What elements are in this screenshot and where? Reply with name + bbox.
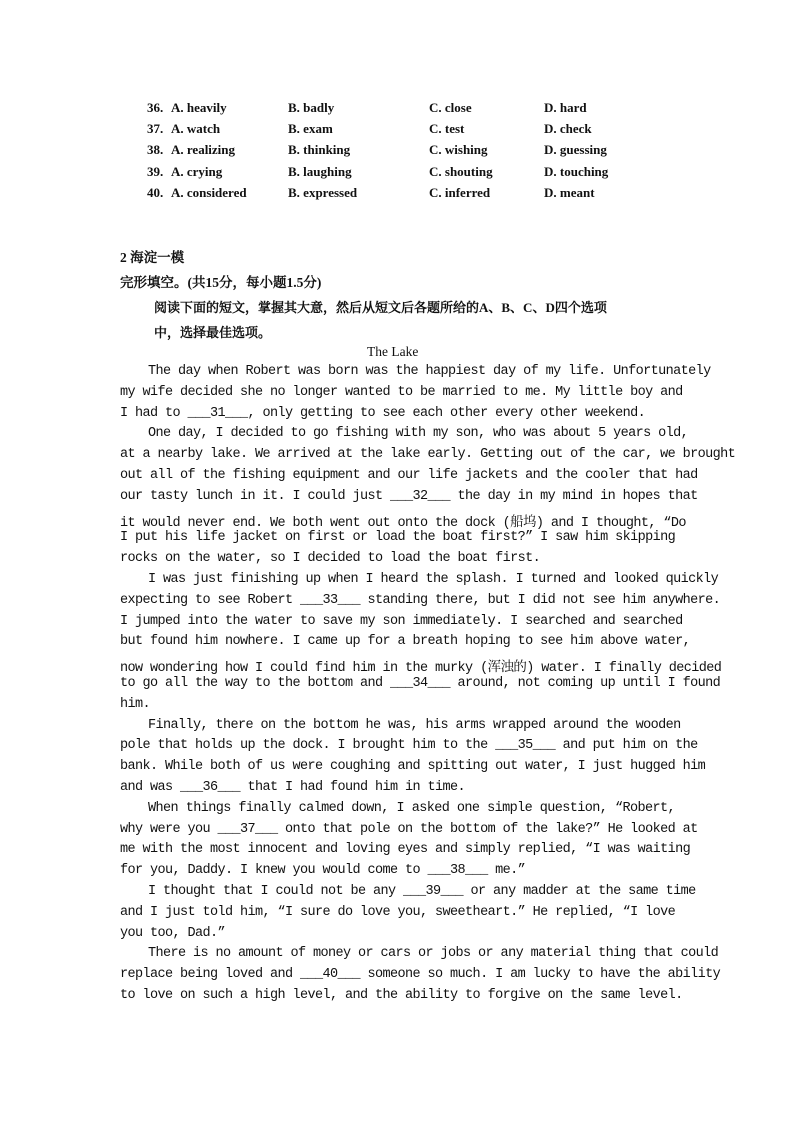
passage-line: Finally, there on the bottom he was, his arms wrapped around the wooden xyxy=(148,717,681,733)
passage-line: our tasty lunch in it. I could just ___32___ the day in my mind in hopes that xyxy=(120,488,698,504)
option-d: D. check xyxy=(544,121,592,137)
passage-line: I had to ___31___, only getting to see each other every other weekend. xyxy=(120,405,646,421)
passage-line: now wondering how I could find him in the murky (浑浊的) water. I finally decided xyxy=(120,661,722,677)
passage-line: There is no amount of money or cars or jobs or any material thing that could xyxy=(148,946,719,962)
passage-line: expecting to see Robert ___33___ standing there, but I did not see him anywhere. xyxy=(120,592,721,608)
passage-line: him. xyxy=(120,696,151,712)
passage-line: I jumped into the water to save my son immediately. I searched and searched xyxy=(120,613,683,629)
option-b: B. laughing xyxy=(288,163,352,179)
passage-line: bank. While both of us were coughing and spitting out water, I just hugged him xyxy=(120,759,706,775)
passage-line: but found him nowhere. I came up for a breath hoping to see him above water, xyxy=(120,634,691,650)
question-number: 36. xyxy=(147,100,164,115)
passage-line: at a nearby lake. We arrived at the lake early. Getting out of the car, we brought xyxy=(120,447,736,463)
instruction-line-1: 阅读下面的短文，掌握其大意，然后从短文后各题所给的A、B、C、D四个选项 xyxy=(154,300,607,315)
option-c: C. close xyxy=(429,100,472,115)
question-number: 39. xyxy=(147,163,164,179)
passage-line: you too, Dad.” xyxy=(120,925,226,941)
option-a: A. heavily xyxy=(171,100,227,115)
option-d: D. meant xyxy=(544,184,595,200)
passage-line: One day, I decided to go fishing with my son, who was about 5 years old, xyxy=(148,426,689,442)
option-d: D. hard xyxy=(544,100,587,115)
option-a: A. considered xyxy=(171,184,247,200)
passage-line: I put his life jacket on first or load the boat first?” I saw him skipping xyxy=(120,530,676,546)
option-a: A. crying xyxy=(171,163,223,179)
passage-line: The day when Robert was born was the happiest day of my life. Unfortunately xyxy=(148,364,711,379)
passage-line: I was just finishing up when I heard the splash. I turned and looked quickly xyxy=(148,572,719,587)
option-c: C. test xyxy=(429,121,465,137)
passage-line: for you, Daddy. I knew you would come to ___38___ me.” xyxy=(120,863,526,879)
option-d: D. touching xyxy=(544,163,609,179)
passage-line: I thought that I could not be any ___39___ or any madder at the same time xyxy=(148,884,696,899)
passage-line: and I just told him, “I sure do love you, sweetheart.” He replied, “I love xyxy=(120,904,676,920)
passage-title: The Lake xyxy=(367,344,419,359)
passage-line: replace being loved and ___40___ someone so much. I am lucky to have the ability xyxy=(120,967,721,983)
passage-line: out all of the fishing equipment and our life jackets and the cooler that had xyxy=(120,468,698,483)
passage-line: When things finally calmed down, I asked one simple question, “Robert, xyxy=(148,800,675,816)
option-b: B. expressed xyxy=(288,184,358,200)
option-b: B. badly xyxy=(288,100,335,115)
passage-line: me with the most innocent and loving eyes and simply replied, “I was waiting xyxy=(120,842,691,858)
section-title: 完形填空。(共15分，每小题1.5分) xyxy=(120,275,322,290)
option-c: C. wishing xyxy=(429,142,488,158)
option-a: A. watch xyxy=(171,121,221,137)
passage-line: to love on such a high level, and the ability to forgive on the same level. xyxy=(120,988,683,1003)
passage-line: pole that holds up the dock. I brought him to the ___35___ and put him on the xyxy=(120,738,698,754)
option-b: B. thinking xyxy=(288,142,351,158)
question-number: 38. xyxy=(147,142,164,158)
passage-line: why were you ___37___ onto that pole on the bottom of the lake?” He looked at xyxy=(120,821,698,837)
passage-line: rocks on the water, so I decided to load the boat first. xyxy=(120,551,541,567)
passage-line: it would never end. We both went out onto the dock (船坞) and I thought, “Do xyxy=(120,515,686,531)
option-c: C. shouting xyxy=(429,163,493,179)
option-c: C. inferred xyxy=(429,184,491,200)
instruction-line-2: 中，选择最佳选项。 xyxy=(154,325,272,340)
question-number: 40. xyxy=(147,184,164,200)
section-label: 2 海淀一模 xyxy=(120,250,185,265)
passage-line: my wife decided she no longer wanted to be married to me. My little boy and xyxy=(120,384,683,400)
question-number: 37. xyxy=(147,121,164,137)
passage-line: and was ___36___ that I had found him in time. xyxy=(120,780,466,795)
option-b: B. exam xyxy=(288,121,333,137)
passage-line: to go all the way to the bottom and ___34___ around, not coming up until I found xyxy=(120,676,721,691)
option-d: D. guessing xyxy=(544,142,607,158)
option-a: A. realizing xyxy=(171,142,236,158)
